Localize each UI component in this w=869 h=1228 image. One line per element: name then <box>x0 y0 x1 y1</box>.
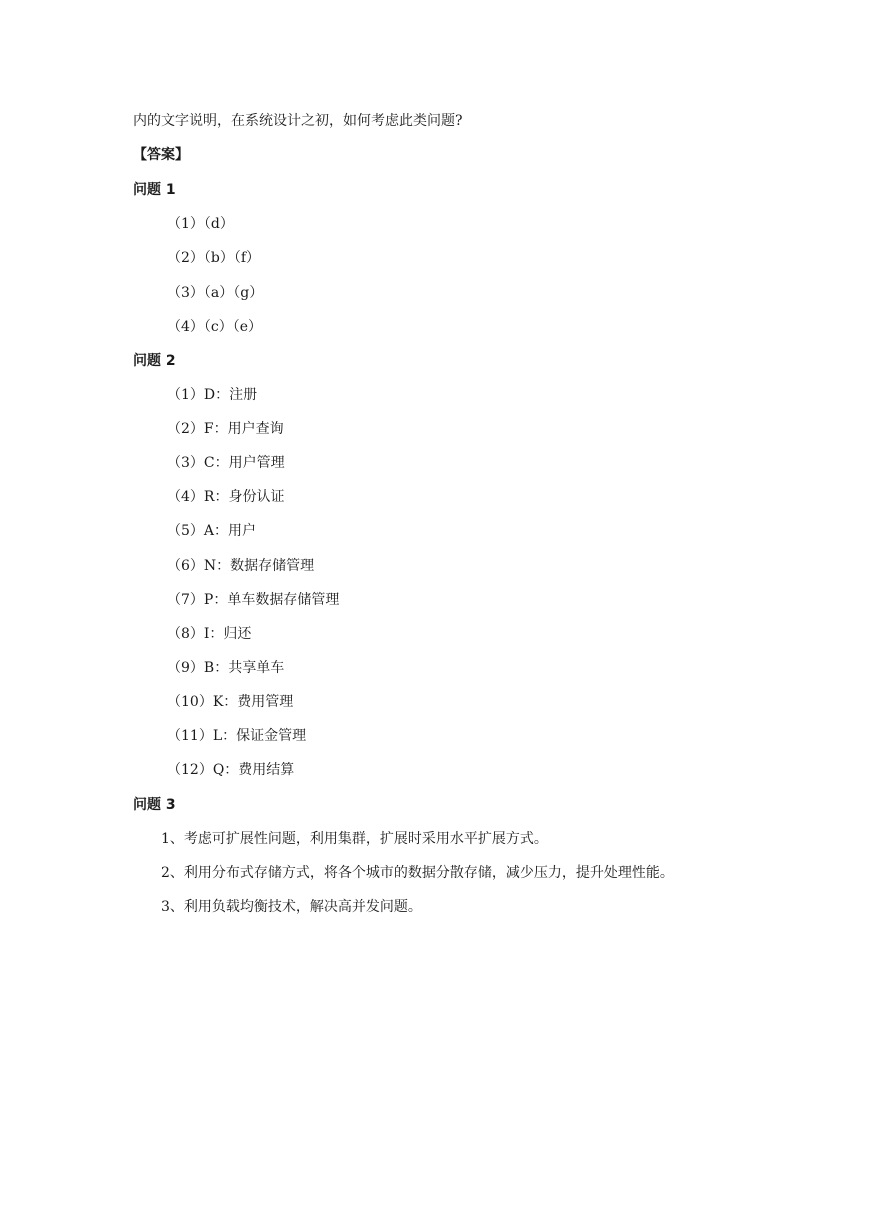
question-2-answer-item: （7）P：单车数据存储管理 <box>167 592 340 608</box>
question-2-answer-item: （2）F：用户查询 <box>167 421 284 437</box>
question-3-answer-item: 1、考虑可扩展性问题，利用集群，扩展时采用水平扩展方式。 <box>161 831 548 847</box>
question-2-answer-item: （5）A：用户 <box>167 523 257 539</box>
intro-text: 内的文字说明，在系统设计之初，如何考虑此类问题? <box>133 113 463 129</box>
question-1-answer-item: （2）（b）（f） <box>167 250 261 266</box>
question-2-answer-item: （6）N：数据存储管理 <box>167 558 315 574</box>
question-1-answer-item: （4）（c）（e） <box>167 319 263 335</box>
question-2-answer-item: （10）K：费用管理 <box>167 694 294 710</box>
question-2-answer-item: （9）B：共享单车 <box>167 660 285 676</box>
question-2-answer-item: （3）C：用户管理 <box>167 455 285 471</box>
question-2-answer-item: （1）D：注册 <box>167 387 258 403</box>
question-1-answer-item: （1）（d） <box>167 216 234 232</box>
question-1-answer-item: （3）（a）（g） <box>167 285 264 301</box>
question-2-title: 问题 2 <box>133 353 176 369</box>
question-2-answer-item: （11）L：保证金管理 <box>167 728 307 744</box>
question-2-answer-item: （12）Q：费用结算 <box>167 762 295 778</box>
answer-heading: 【答案】 <box>133 147 189 163</box>
question-3-answer-item: 2、利用分布式存储方式，将各个城市的数据分散存储，减少压力，提升处理性能。 <box>161 865 674 881</box>
question-3-answer-item: 3、利用负载均衡技术，解决高并发问题。 <box>161 899 422 915</box>
question-2-answer-item: （8）I：归还 <box>167 626 252 642</box>
question-2-answer-item: （4）R：身份认证 <box>167 489 285 505</box>
question-1-title: 问题 1 <box>133 182 176 198</box>
question-3-title: 问题 3 <box>133 797 176 813</box>
